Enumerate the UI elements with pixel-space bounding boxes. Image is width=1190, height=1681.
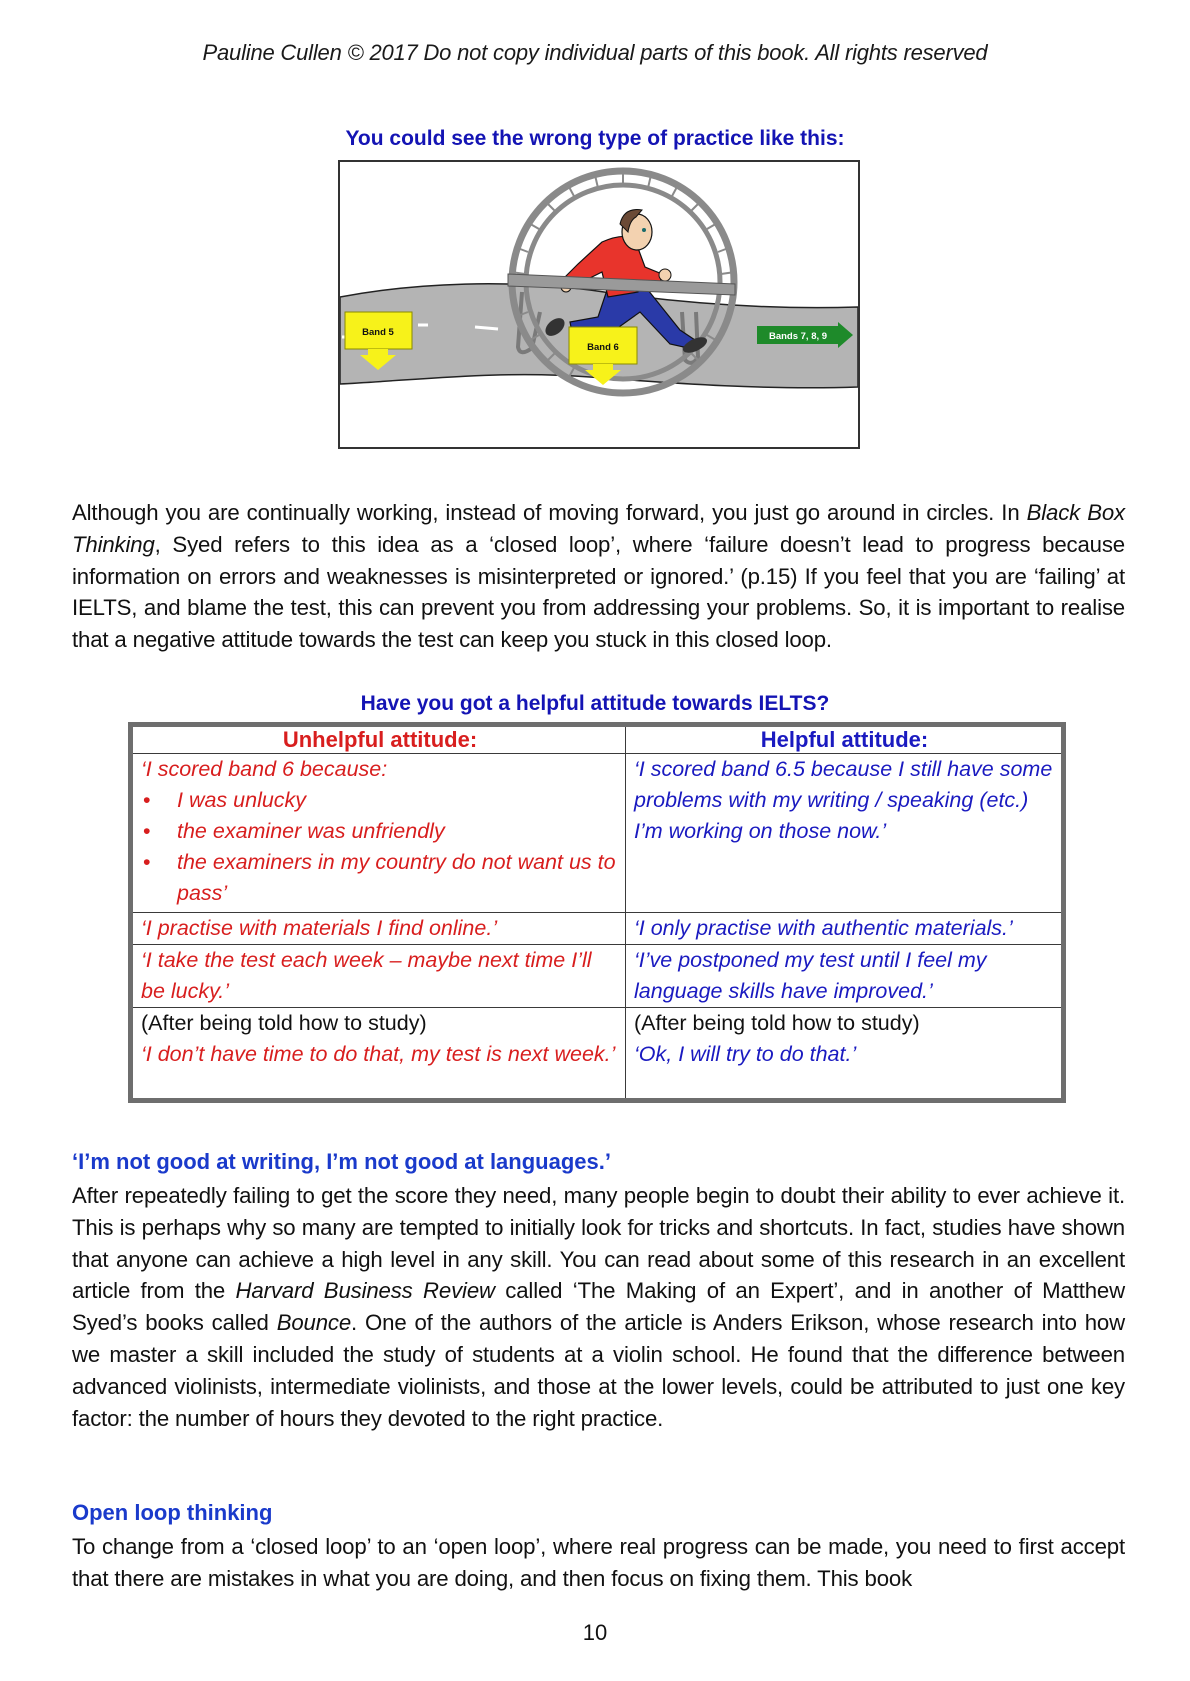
section-heading-languages: ‘I’m not good at writing, I’m not good at languages.’ <box>72 1149 611 1174</box>
bullet-text: the examiner was unfriendly <box>177 819 445 843</box>
hamster-wheel-illustration <box>338 160 860 449</box>
paragraph-text: After repeatedly failing to get the score they need, many people begin to doubt their ability to ever achieve it. This is perhaps why so many are tempted to initially look for tricks and shortcuts. In fact, studies have shown that anyone can achieve a high level in any skill. You can read about some of this research in an excellent article from the <box>72 1183 1125 1304</box>
bullet-icon: • <box>143 819 151 843</box>
unhelpful-quote: ‘I don’t have time to do that, my test is next week.’ <box>141 1042 616 1066</box>
list-item <box>141 847 619 909</box>
paragraph-closed-loop <box>72 497 1125 656</box>
attitude-table-title: Have you got a helpful attitude towards IELTS? <box>360 692 830 715</box>
bullet-text: I was unlucky <box>177 788 307 812</box>
paragraph-languages <box>72 1180 1125 1434</box>
cell-unhelpful <box>131 1008 626 1101</box>
helpful-quote: ‘Ok, I will try to do that.’ <box>634 1042 857 1066</box>
paragraph-text: Although you are continually working, instead of moving forward, you just go around in circles. In <box>72 500 1027 525</box>
section-heading-open-loop: Open loop thinking <box>72 1500 273 1525</box>
bullet-icon: • <box>143 850 151 874</box>
list-item <box>141 816 619 847</box>
page-number: 10 <box>582 1620 608 1645</box>
paragraph-open-loop: To change from a ‘closed loop’ to an ‘open loop’, where real progress can be made, you need to first accept that there are mistakes in what you are doing, and then focus on fixing them. This book <box>72 1534 1125 1591</box>
header-helpful: Helpful attitude: <box>626 725 1064 754</box>
unhelpful-intro: ‘I scored band 6 because: <box>141 757 388 781</box>
cell-helpful <box>626 1008 1064 1101</box>
cell-helpful: ‘I only practise with authentic materials.’ <box>626 913 1064 945</box>
band6-label: Band 6 <box>587 342 619 353</box>
cell-unhelpful <box>131 754 626 913</box>
table-row <box>131 913 1064 945</box>
attitude-comparison-table <box>128 722 1066 1103</box>
paragraph-text: , Syed refers to this idea as a ‘closed loop’, where ‘failure doesn’t lead to progress because information on errors and weaknesses is misinterpreted or ignored.’ (p.15) If you feel that you are ‘failing’ at IELTS, and blame the test, this can prevent you from addressing your problems. So, it is important to realise that a negative attitude towards the test can keep you stuck in this closed loop. <box>72 531 1125 653</box>
table-row <box>131 754 1064 913</box>
figure-title: You could see the wrong type of practice like this: <box>345 127 845 150</box>
cell-unhelpful: ‘I practise with materials I find online.’ <box>131 913 626 945</box>
bullet-text: the examiners in my country do not want us to pass’ <box>177 850 616 905</box>
table-row <box>131 945 1064 1008</box>
header-unhelpful: Unhelpful attitude: <box>131 725 626 754</box>
paragraph-text: . One of the authors of the article is Anders Erikson, whose research into how we master a skill included the study of students at a violin school. He found that the difference between advanced violinists, intermediate violinists, and those at the lower levels, could be attributed to just one key factor: the number of hours they devoted to the right practice. <box>72 1310 1125 1431</box>
book-title-black-box-thinking: Black Box Thinking <box>72 500 1125 557</box>
list-item <box>141 785 619 816</box>
copyright-header: Pauline Cullen © 2017 Do not copy individual parts of this book. All rights reserved <box>202 40 988 65</box>
table-row <box>131 1008 1064 1101</box>
table-header-row <box>131 725 1064 754</box>
cell-unhelpful: ‘I take the test each week – maybe next time I’ll be lucky.’ <box>131 945 626 1008</box>
cell-helpful: ‘I scored band 6.5 because I still have some problems with my writing / speaking (etc.) I’m working on those now.’ <box>626 754 1064 913</box>
book-title-bounce: Bounce <box>276 1310 352 1336</box>
unhelpful-reasons-list <box>141 785 619 909</box>
hamster-wheel-drawing <box>340 162 858 447</box>
journal-title: Harvard Business Review <box>235 1278 495 1304</box>
context-note: (After being told how to study) <box>141 1011 427 1035</box>
bands789-label: Bands 7, 8, 9 <box>768 331 828 342</box>
paragraph-text: called ‘The Making of an Expert’, and in another of Matthew Syed’s books called <box>72 1278 1125 1336</box>
cell-helpful: ‘I’ve postponed my test until I feel my language skills have improved.’ <box>626 945 1064 1008</box>
bullet-icon: • <box>143 788 151 812</box>
context-note: (After being told how to study) <box>634 1011 920 1035</box>
band5-label: Band 5 <box>362 327 394 338</box>
